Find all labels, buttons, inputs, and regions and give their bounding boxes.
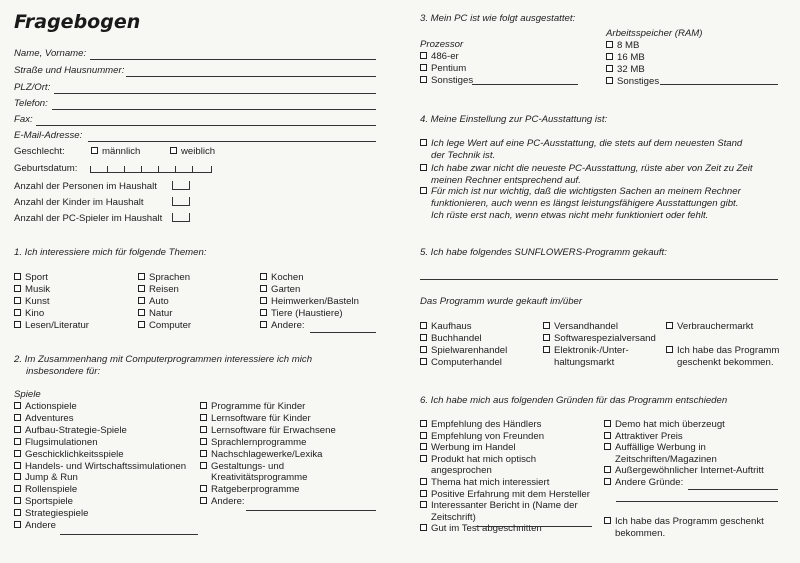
q1-option[interactable]: Auto [138, 296, 191, 308]
q1-option[interactable]: Kino [14, 308, 89, 320]
checkbox[interactable] [606, 53, 613, 60]
checkbox[interactable] [606, 41, 613, 48]
ram-options [606, 40, 659, 88]
q2-option[interactable]: Sprachlernprogramme [200, 437, 336, 449]
q1-option[interactable]: Musik [14, 284, 89, 296]
checkbox[interactable] [420, 64, 427, 71]
checkbox[interactable] [200, 414, 207, 421]
q2-option[interactable]: Strategiespiele [14, 508, 186, 520]
q1-column-2 [138, 272, 191, 332]
reason-option[interactable]: Außergewöhnlicher Internet-Auftritt [604, 465, 764, 477]
checkbox[interactable] [420, 420, 427, 427]
plz-field[interactable] [14, 82, 376, 94]
checkbox[interactable] [14, 402, 21, 409]
phone-line [52, 109, 376, 110]
name-label: Name, Vorname: [14, 48, 87, 59]
birth-tick [211, 166, 212, 172]
store-option[interactable]: Buchhandel [420, 333, 507, 345]
reason-option[interactable]: Gut im Test abgeschnitten [420, 523, 590, 535]
male-checkbox[interactable] [91, 147, 98, 154]
players-box[interactable] [172, 213, 190, 222]
birth-tick [158, 166, 159, 172]
street-label: Straße und Hausnummer: [14, 65, 125, 76]
ram-option[interactable]: 8 MB [606, 40, 659, 52]
q1-option[interactable]: Lesen/Literatur [14, 320, 89, 332]
checkbox[interactable] [14, 321, 21, 328]
reason-option[interactable]: Thema hat mich interessiert [420, 477, 590, 489]
q2-option[interactable]: Programme für Kinder [200, 401, 336, 413]
reason-option[interactable]: Attraktiver Preis [604, 431, 764, 443]
checkbox[interactable] [420, 164, 427, 171]
q1-option[interactable]: Kunst [14, 296, 89, 308]
store-option[interactable]: Verbrauchermarkt [666, 321, 779, 333]
gender-label: Geschlecht: [14, 146, 65, 157]
checkbox[interactable] [260, 321, 267, 328]
q2-option[interactable]: Geschicklichkeitsspiele [14, 449, 186, 461]
q2-other-line[interactable] [246, 510, 376, 511]
ram-option[interactable]: Sonstiges [606, 76, 659, 88]
page-title: Fragebogen [14, 11, 141, 33]
reason-option[interactable]: Empfehlung des Händlers [420, 419, 590, 431]
checkbox[interactable] [260, 273, 267, 280]
birth-tick [107, 166, 108, 172]
checkbox[interactable] [420, 443, 427, 450]
checkbox[interactable] [14, 297, 21, 304]
gift-option[interactable]: Ich habe das Programm [666, 345, 779, 357]
q1-column-3 [260, 272, 359, 332]
players-label: Anzahl der PC-Spieler im Haushalt [14, 213, 163, 224]
reason-option-continuation: angesprochen [431, 465, 492, 477]
q2-column-2 [200, 401, 336, 508]
q2-option[interactable]: Andere: [200, 496, 336, 508]
reason-option[interactable]: Produkt hat mich optisch [420, 454, 590, 466]
birth-date-field[interactable] [90, 172, 212, 173]
checkbox[interactable] [420, 322, 427, 329]
reason-option[interactable]: Empfehlung von Freunden [420, 431, 590, 443]
checkbox[interactable] [420, 455, 427, 462]
q1-option[interactable]: Sprachen [138, 272, 191, 284]
checkbox[interactable] [200, 485, 207, 492]
checkbox[interactable] [14, 462, 21, 469]
processor-label: Prozessor [420, 39, 464, 50]
q2-option-continuation: Kreativitätsprogramme [211, 472, 308, 484]
checkbox[interactable] [420, 501, 427, 508]
checkbox[interactable] [604, 420, 611, 427]
checkbox[interactable] [14, 450, 21, 457]
q1-option[interactable]: Reisen [138, 284, 191, 296]
q1-option[interactable]: Natur [138, 308, 191, 320]
checkbox[interactable] [420, 76, 427, 83]
gift-option-continuation: geschenkt bekommen. [677, 357, 774, 368]
gift-reason-option[interactable]: Ich habe das Programm geschenkt bekommen. [604, 516, 764, 540]
q1-option[interactable]: Garten [260, 284, 359, 296]
q2-option[interactable]: Actionspiele [14, 401, 186, 413]
checkbox[interactable] [420, 139, 427, 146]
street-line [126, 76, 376, 77]
checkbox[interactable] [666, 346, 673, 353]
checkbox[interactable] [138, 285, 145, 292]
checkbox[interactable] [14, 414, 21, 421]
q2-option[interactable]: Flugsimulationen [14, 437, 186, 449]
q4-heading: 4. Meine Einstellung zur PC-Ausstattung ist: [420, 114, 608, 125]
checkbox[interactable] [604, 432, 611, 439]
q5-bought-label: Das Programm wurde gekauft im/über [420, 296, 583, 307]
checkbox[interactable] [604, 517, 611, 524]
fax-line [36, 125, 376, 126]
reason-option-continuation: Zeitschriften/Magazinen [615, 453, 717, 465]
checkbox[interactable] [14, 309, 21, 316]
ram-other-line[interactable] [660, 84, 778, 85]
checkbox[interactable] [14, 438, 21, 445]
q1-option[interactable]: Kochen [260, 272, 359, 284]
q1-option[interactable]: Andere: [260, 320, 359, 332]
persons-box[interactable] [172, 181, 190, 190]
q4-option-2[interactable]: Ich habe zwar nicht die neueste PC-Ausstattung, rüste aber von Zeit zu Zeit meinen Rechner entsprechend auf. [420, 163, 753, 187]
processor-options [420, 51, 473, 87]
email-field[interactable] [14, 130, 376, 142]
checkbox[interactable] [420, 490, 427, 497]
reason-option-continuation: Zeitschrift) [431, 511, 476, 523]
email-line [88, 141, 376, 142]
fax-field[interactable] [14, 114, 376, 126]
checkbox[interactable] [138, 321, 145, 328]
checkbox[interactable] [606, 77, 613, 84]
q2-option[interactable]: Ratgeberprogramme [200, 484, 336, 496]
q2-option[interactable]: Lernsoftware für Erwachsene [200, 425, 336, 437]
processor-option[interactable]: Sonstiges [420, 75, 473, 87]
store-option[interactable]: Kaufhaus [420, 321, 507, 333]
q1-column-1 [14, 272, 89, 332]
gender-male-option[interactable] [91, 146, 140, 158]
plz-line [54, 93, 376, 94]
fax-label: Fax: [14, 114, 33, 125]
checkbox[interactable] [138, 309, 145, 316]
reason-option[interactable]: Andere Gründe: [604, 477, 764, 489]
processor-option[interactable]: Pentium [420, 63, 473, 75]
checkbox[interactable] [543, 334, 550, 341]
q1-option[interactable]: Heimwerken/Basteln [260, 296, 359, 308]
checkbox[interactable] [200, 462, 207, 469]
checkbox[interactable] [604, 466, 611, 473]
q4-option-1[interactable]: Ich lege Wert auf eine PC-Ausstattung, die stets auf dem neuesten Stand der Technik ist. [420, 138, 742, 162]
q1-option[interactable]: Tiere (Haustiere) [260, 308, 359, 320]
q1-option[interactable]: Sport [14, 272, 89, 284]
reason-option[interactable]: Werbung im Handel [420, 442, 590, 454]
checkbox[interactable] [200, 438, 207, 445]
q2-option[interactable]: Nachschlagewerke/Lexika [200, 449, 336, 461]
checkbox[interactable] [543, 346, 550, 353]
store-option-continuation: haltungsmarkt [554, 357, 615, 368]
checkbox[interactable] [260, 309, 267, 316]
other-reasons-line-1[interactable] [688, 489, 778, 490]
q2-option[interactable]: Rollenspiele [14, 484, 186, 496]
checkbox[interactable] [543, 322, 550, 329]
checkbox[interactable] [420, 432, 427, 439]
q5-column-2 [543, 321, 656, 369]
checkbox[interactable] [200, 497, 207, 504]
checkbox[interactable] [14, 497, 21, 504]
reason-option[interactable]: Interessanter Bericht in (Name der [420, 500, 590, 512]
q4-option-3[interactable]: Für mich ist nur wichtig, daß die wichtigsten Sachen an meinem Rechner funktionieren, auch wenn es längst leistungsfähigere Ausstattungen gibt. Ich rüste erst nach, wenn etwas nicht mehr funktioniert oder fehlt. [420, 186, 741, 222]
checkbox[interactable] [420, 524, 427, 531]
birth-tick [124, 166, 125, 172]
children-label: Anzahl der Kinder im Haushalt [14, 197, 144, 208]
q6-column-1 [420, 419, 590, 535]
q5-program-line[interactable] [420, 279, 778, 280]
plz-label: PLZ/Ort: [14, 82, 51, 93]
birth-tick [175, 166, 176, 172]
q5-column-1 [420, 321, 507, 369]
name-field[interactable] [14, 48, 376, 60]
q2-option[interactable]: Handels- und Wirtschaftssimulationen [14, 461, 186, 473]
q2-option[interactable]: Aufbau-Strategie-Spiele [14, 425, 186, 437]
male-label: männlich [102, 146, 141, 157]
checkbox[interactable] [260, 285, 267, 292]
q6-heading: 6. Ich habe mich aus folgenden Gründen für das Programm entschieden [420, 395, 728, 406]
processor-option[interactable]: 486-er [420, 51, 473, 63]
q5-heading: 5. Ich habe folgendes SUNFLOWERS-Programm gekauft: [420, 247, 667, 258]
q2-option[interactable]: Andere [14, 520, 186, 532]
checkbox[interactable] [604, 478, 611, 485]
magazine-name-line[interactable] [476, 526, 592, 527]
checkbox[interactable] [420, 187, 427, 194]
store-option[interactable]: Softwarespezialversand [543, 333, 656, 345]
checkbox[interactable] [420, 346, 427, 353]
q2-heading: 2. Im Zusammenhang mit Computerprogrammen interessiere ich mich [14, 354, 313, 365]
checkbox[interactable] [420, 334, 427, 341]
birth-tick [90, 166, 91, 172]
store-option[interactable]: Spielwarenhandel [420, 345, 507, 357]
name-line [90, 59, 376, 60]
street-field[interactable] [14, 65, 376, 77]
checkbox[interactable] [420, 52, 427, 59]
checkbox[interactable] [14, 485, 21, 492]
checkbox[interactable] [14, 273, 21, 280]
children-box[interactable] [172, 197, 190, 206]
checkbox[interactable] [14, 509, 21, 516]
q1-other-line[interactable] [310, 332, 376, 333]
checkbox[interactable] [14, 473, 21, 480]
checkbox[interactable] [138, 297, 145, 304]
q1-option[interactable]: Computer [138, 320, 191, 332]
q2-option[interactable]: Sportspiele [14, 496, 186, 508]
birth-tick [141, 166, 142, 172]
checkbox[interactable] [14, 426, 21, 433]
checkbox[interactable] [260, 297, 267, 304]
checkbox[interactable] [420, 478, 427, 485]
q3-heading: 3. Mein PC ist wie folgt ausgestattet: [420, 13, 576, 24]
q5-column-3 [666, 321, 779, 369]
processor-other-line[interactable] [472, 84, 578, 85]
checkbox[interactable] [14, 521, 21, 528]
q2-option[interactable]: Jump & Run [14, 472, 186, 484]
ram-label: Arbeitsspeicher (RAM) [606, 28, 703, 39]
q2-column-1 [14, 401, 186, 532]
ram-option[interactable]: 32 MB [606, 64, 659, 76]
checkbox[interactable] [14, 285, 21, 292]
checkbox[interactable] [606, 65, 613, 72]
phone-label: Telefon: [14, 98, 48, 109]
q6-column-2 [604, 419, 764, 489]
store-option[interactable]: Elektronik-/Unter- [543, 345, 656, 357]
q1-heading: 1. Ich interessiere mich für folgende Themen: [14, 247, 207, 258]
q2-option[interactable]: Gestaltungs- und [200, 461, 336, 473]
reason-option[interactable]: Demo hat mich überzeugt [604, 419, 764, 431]
female-checkbox[interactable] [170, 147, 177, 154]
checkbox[interactable] [604, 443, 611, 450]
q2-option[interactable]: Adventures [14, 413, 186, 425]
persons-label: Anzahl der Personen im Haushalt [14, 181, 157, 192]
reason-option[interactable]: Auffällige Werbung in [604, 442, 764, 454]
email-label: E-Mail-Adresse: [14, 130, 83, 141]
other-reasons-line-2[interactable] [616, 501, 778, 502]
reason-option[interactable]: Positive Erfahrung mit dem Hersteller [420, 489, 590, 501]
q2-other-games-line[interactable] [60, 534, 198, 535]
checkbox[interactable] [200, 450, 207, 457]
birth-label: Geburtsdatum: [14, 163, 78, 174]
q2-heading-line2: insbesondere für: [26, 366, 101, 377]
checkbox[interactable] [200, 402, 207, 409]
gender-female-option[interactable] [170, 146, 215, 158]
female-label: weiblich [181, 146, 216, 157]
checkbox[interactable] [420, 358, 427, 365]
store-option[interactable]: Versandhandel [543, 321, 656, 333]
phone-field[interactable] [14, 98, 376, 110]
q2-option[interactable]: Lernsoftware für Kinder [200, 413, 336, 425]
q2-group-label: Spiele [14, 389, 41, 400]
checkbox[interactable] [666, 322, 673, 329]
birth-tick [192, 166, 193, 172]
store-option[interactable]: Computerhandel [420, 357, 507, 369]
checkbox[interactable] [138, 273, 145, 280]
checkbox[interactable] [200, 426, 207, 433]
ram-option[interactable]: 16 MB [606, 52, 659, 64]
